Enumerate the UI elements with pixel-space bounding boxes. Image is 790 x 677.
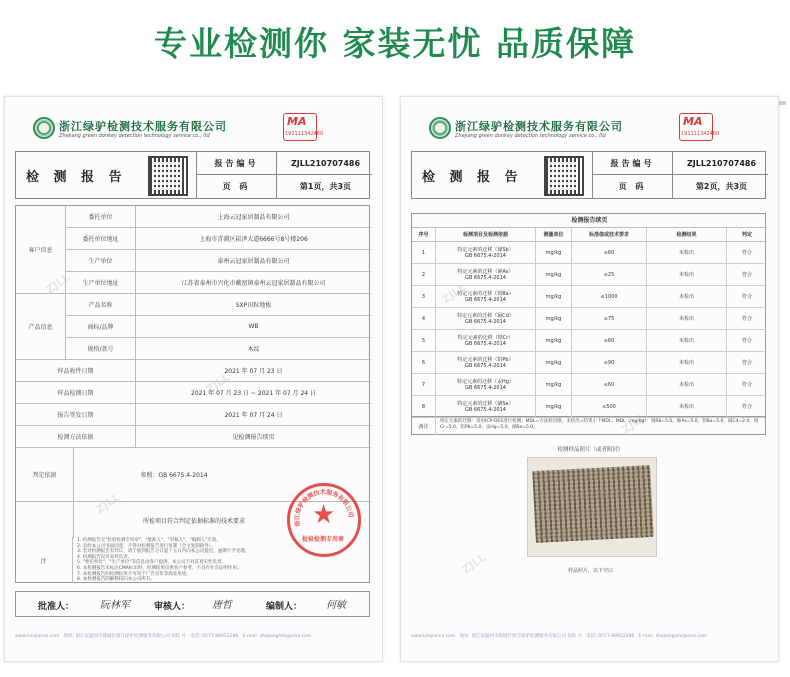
- seal-subtext: 检验检测专用章: [302, 536, 345, 543]
- report-number-label: 报告编号: [593, 152, 673, 175]
- table-header: [412, 228, 767, 242]
- company-name: 浙江绿驴检测技术服务有限公司: [455, 120, 623, 133]
- note-line: 5. "委托单位"、"生产单位"等信息由客户提供，本公司不对其真实性负责。: [77, 560, 227, 566]
- table-cell: 符合: [741, 250, 752, 256]
- table-row: [412, 374, 767, 396]
- table-note: [411, 417, 766, 435]
- table-cell: mg/kg: [536, 308, 572, 329]
- test-item: 特定元素的迁移（汞Hg）: [457, 378, 514, 385]
- table-cell: 8: [412, 396, 436, 417]
- column-header: 标准值或技术要求: [572, 228, 647, 241]
- company-name-en: Zhejiang green donkey detection technology service co., ltd: [455, 133, 606, 139]
- note-line: 7. 本检测报告的检测结果不可用于广告宣传等商业用途。: [77, 571, 191, 577]
- note-text: 特定元素的迁移：采用ICP-OES进行检测；MDL=方法检出限，未检出=结果小于MDL；MDL（mg/kg）：锑Sb=5.0，砷As=5.0，钡Ba=5.0，镉Cd=2.0，铬Cr=5.0，铅Pb=5.0，汞Hg=5.0，硒Se=5.0。: [440, 419, 759, 430]
- column-header: 序号: [412, 228, 436, 241]
- signature-row: [15, 591, 370, 617]
- table-cell: 5: [412, 330, 436, 351]
- test-standard: GB 6675.4-2014: [465, 296, 506, 303]
- report-header: [15, 109, 370, 145]
- report-title: 检 测 报 告: [26, 170, 127, 185]
- test-standard: GB 6675.4-2014: [465, 384, 506, 391]
- table-cell: 符合: [741, 272, 752, 278]
- test-item: 特定元素的迁移（镉Cd）: [457, 312, 514, 319]
- table-cell: 4: [412, 308, 436, 329]
- writer-signature: 何敏: [326, 600, 346, 611]
- watermark: ZJLL: [459, 550, 489, 577]
- cma-mark: MA: [683, 115, 703, 128]
- table-row: 商标/品牌 WB: [66, 316, 371, 338]
- table-cell: [436, 352, 536, 373]
- seal-text: 浙江绿驴检测技术服务有限公司: [293, 488, 355, 527]
- seal-star-icon: ★: [312, 500, 336, 530]
- reviewer-label: 审核人：: [154, 602, 191, 612]
- page-footer: [411, 633, 766, 639]
- test-item: 特定元素的迁移（铅Pb）: [457, 356, 514, 363]
- table-row: 样品检测日期 2021 年 07 月 23 日 ~ 2021 年 07 月 24 日: [16, 382, 371, 404]
- qr-code-icon[interactable]: [148, 156, 188, 196]
- product-group-label: 产品信息: [16, 294, 66, 360]
- table-cell: 符合: [741, 404, 752, 410]
- cma-seal-icon: [679, 113, 720, 141]
- watermark: ZJLL: [203, 370, 233, 397]
- table-cell: ≤60: [572, 242, 647, 263]
- table-cell: mg/kg: [536, 242, 572, 263]
- table-cell: [436, 330, 536, 351]
- table-row: 委托单位 上海云冠家居制品有限公司: [66, 206, 371, 228]
- report-title-row: [15, 151, 370, 199]
- column-header: 判定: [741, 232, 752, 238]
- page-number: 第1页，共3页: [299, 182, 352, 191]
- test-standard: GB 6675.4-2014: [465, 252, 506, 259]
- test-item: 特定元素的迁移（铬Cr）: [457, 334, 514, 341]
- table-cell: ≤90: [572, 352, 647, 373]
- report-title-row: [411, 151, 766, 199]
- page-label: 页 码: [197, 175, 277, 198]
- note-line: 8. 本检测报告的解释权归本公司所有。: [77, 577, 155, 583]
- table-row: [412, 264, 767, 286]
- table-cell: 7: [412, 374, 436, 395]
- table-cell: 符合: [741, 382, 752, 388]
- table-row: 生产单位地址 江苏省泰州市兴化市戴窑镇泰州云冠家居制品有限公司: [66, 272, 371, 294]
- note-label: 备注: [412, 417, 436, 435]
- table-cell: ≤500: [572, 396, 647, 417]
- table-cell: 未检出: [647, 308, 727, 329]
- reviewer-signature: 唐哲: [212, 600, 232, 611]
- table-cell: 未检出: [647, 242, 727, 263]
- photo-label: 样品照片，以下空白: [567, 568, 613, 574]
- banner-title: 专业检测你 家装无忧 品质保障: [154, 24, 636, 63]
- company-logo-icon: [429, 117, 451, 139]
- company-logo-icon: [33, 117, 55, 139]
- table-row: [412, 308, 767, 330]
- table-row: 生产单位 泰州云冠家居制品有限公司: [66, 250, 371, 272]
- page-number: 第2页，共3页: [695, 182, 748, 191]
- report-page-1: [4, 96, 383, 662]
- table-row: 样品收件日期 2021 年 07 月 23 日: [16, 360, 371, 382]
- test-item: 特定元素的迁移（钡Ba）: [457, 290, 514, 297]
- watermark: ZJLL: [93, 490, 123, 517]
- floor-mat-image: [532, 465, 654, 543]
- footer-address: 地址: 浙江省温州市鹿城区浙江绿驴检测服务有限公司 505 号: [63, 634, 186, 639]
- company-name: 浙江绿驴检测技术服务有限公司: [59, 120, 227, 133]
- table-cell: 未检出: [647, 374, 727, 395]
- cma-number: 191111342460: [681, 131, 720, 137]
- table-cell: [436, 374, 536, 395]
- table-cell: [436, 308, 536, 329]
- table-cell: mg/kg: [536, 374, 572, 395]
- table-cell: 符合: [741, 360, 752, 366]
- conclusion: 所检项目符合判定依据标准的技术要求: [142, 517, 245, 525]
- table-cell: ≤60: [572, 330, 647, 351]
- qr-code-icon[interactable]: [544, 156, 584, 196]
- table-cell: 2: [412, 264, 436, 285]
- note-line: 3. 若对检测报告有异议，请于收到报告之日起十五日内向本公司提出，逾期不予受理。: [77, 549, 250, 555]
- table-cell: mg/kg: [536, 396, 572, 417]
- sample-photo[interactable]: [527, 457, 657, 557]
- writer-label: 编制人：: [266, 602, 303, 612]
- note-line: 4. 检测报告仅对来样负责。: [77, 554, 133, 560]
- table-row: 委托单位地址 上海市青浦区崧泽大道6666号8号楼206: [66, 228, 371, 250]
- banner: [0, 0, 790, 82]
- column-header: 检测结果: [647, 228, 727, 241]
- footer-phone: 电话: 0577-88952286: [586, 634, 635, 639]
- table-cell: 3: [412, 286, 436, 307]
- table-caption: 检测报告续页: [412, 214, 767, 228]
- report-title: 检 测 报 告: [422, 170, 523, 185]
- table-row: [412, 242, 767, 264]
- table-row: [412, 330, 767, 352]
- table-cell: mg/kg: [536, 330, 572, 351]
- table-cell: ≤60: [572, 374, 647, 395]
- column-header: 检测项目及检测依据: [436, 228, 536, 241]
- table-cell: 未检出: [647, 264, 727, 285]
- watermark: ZJLL: [439, 280, 469, 307]
- approver-signature: 阮林军: [100, 600, 130, 611]
- table-cell: ≤25: [572, 264, 647, 285]
- report-meta: [592, 152, 767, 198]
- column-header: 测量单位: [536, 228, 572, 241]
- table-cell: [436, 396, 536, 417]
- table-row: [412, 396, 767, 418]
- table-cell: 符合: [741, 294, 752, 300]
- report-number: ZJLL210707486: [686, 159, 757, 168]
- test-standard: GB 6675.4-2014: [465, 274, 506, 281]
- table-cell: mg/kg: [536, 264, 572, 285]
- table-cell: ≤1000: [572, 286, 647, 307]
- table-cell: 6: [412, 352, 436, 373]
- table-cell: mg/kg: [536, 286, 572, 307]
- table-cell: 未检出: [647, 330, 727, 351]
- footer-address: 地址: 浙江省温州市鹿城区浙江绿驴检测服务有限公司 505 号: [459, 634, 582, 639]
- test-standard: GB 6675.4-2014: [465, 318, 506, 325]
- table-row: 产品名称 SXP田粒地板: [66, 294, 371, 316]
- table-cell: 未检出: [647, 286, 727, 307]
- table-cell: 符合: [741, 338, 752, 344]
- page-footer: [15, 633, 370, 639]
- cma-number: 191111342460: [285, 131, 324, 137]
- footer-phone: 电话: 0577-88952286: [190, 634, 239, 639]
- page-label: 页 码: [593, 175, 673, 198]
- table-cell: [436, 242, 536, 263]
- client-group-label: 客户信息: [16, 206, 66, 294]
- table-cell: mg/kg: [536, 352, 572, 373]
- approver-label: 批准人：: [38, 602, 75, 612]
- table-row: 报告签发日期 2021 年 07 月 24 日: [16, 404, 371, 426]
- test-standard: GB 6675.4-2014: [465, 406, 506, 413]
- report-meta: [196, 152, 371, 198]
- note-line: 6. 本检测报告未标注CMA标识时，检测结果仅供客户参考，不具有社会证明作用。: [77, 566, 242, 571]
- report-number-label: 报告编号: [197, 152, 277, 175]
- test-standard: GB 6675.4-2014: [465, 362, 506, 369]
- footer-website: www.lvlvjiance.com: [15, 634, 60, 639]
- notes-label: 注: [15, 537, 73, 583]
- table-row: 检测方法依据 见检测报告续页: [16, 426, 371, 448]
- table-cell: 未检出: [647, 396, 727, 417]
- footer-email: E-mail: zhejianglvlv@sina.com: [638, 634, 708, 639]
- test-item: 特定元素的迁移（砷As）: [457, 268, 514, 275]
- table-cell: ≤75: [572, 308, 647, 329]
- test-results-table: [411, 213, 766, 417]
- table-cell: 1: [412, 242, 436, 263]
- test-item: 特定元素的迁移（锑Sb）: [457, 246, 514, 253]
- test-item: 特定元素的迁移（硒Se）: [457, 400, 514, 407]
- report-notes: [15, 537, 370, 583]
- report-number: ZJLL210707486: [290, 159, 361, 168]
- watermark: ZJLL: [43, 270, 73, 297]
- cma-mark: MA: [287, 115, 307, 128]
- table-cell: 未检出: [647, 352, 727, 373]
- footer-website: www.lvlvjiance.com: [411, 634, 456, 639]
- report-page-2: [400, 96, 779, 662]
- cma-seal-icon: [283, 113, 324, 141]
- table-cell: [436, 264, 536, 285]
- footer-email: E-mail: zhejianglvlv@sina.com: [242, 634, 312, 639]
- sample-caption: 检测样品照片（或者附封）: [557, 447, 624, 453]
- table-row: [412, 286, 767, 308]
- table-cell: [436, 286, 536, 307]
- watermark: ZJLL: [619, 410, 649, 437]
- note-line: 2. 未经本公司书面同意，不得对检测报告进行复制（全文复制除外）。: [77, 543, 216, 549]
- table-row: 判定依据 参照：GB 6675.4-2014: [16, 448, 371, 502]
- company-name-en: Zhejiang green donkey detection technology service co., ltd: [59, 133, 210, 139]
- report-header: [411, 109, 766, 145]
- table-cell: 符合: [741, 316, 752, 322]
- note-line: 1. 检测报告无"检验检测专用章"、"批准人"、"审核人"、"编制人"无效。: [77, 538, 221, 543]
- table-row: 规格/款号 木纹: [66, 338, 371, 360]
- table-row: [412, 352, 767, 374]
- test-standard: GB 6675.4-2014: [465, 340, 506, 347]
